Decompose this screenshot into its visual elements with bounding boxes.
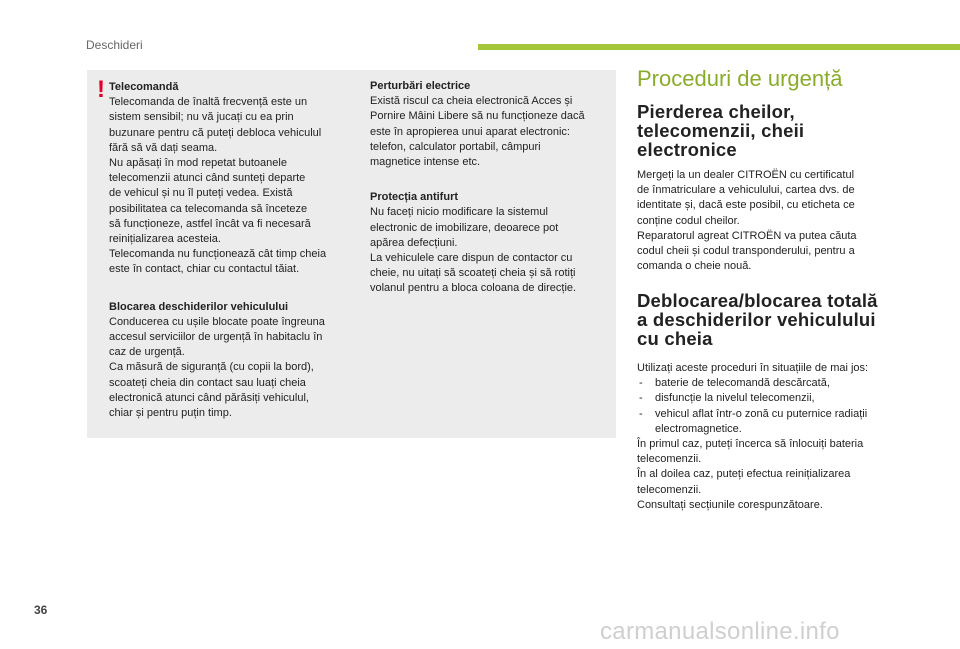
unlock-lock-text <box>637 361 907 513</box>
warning-section-interference <box>370 79 612 170</box>
section-heading: Blocarea deschiderilor vehiculului <box>109 300 289 313</box>
warning-column-right <box>370 79 612 313</box>
section-heading: Telecomandă <box>109 81 179 93</box>
section-title: Deschideri <box>86 38 143 52</box>
warning-section-remote <box>109 80 351 278</box>
exclamation-icon: ! <box>97 76 105 103</box>
lost-keys-text: Mergeți la un dealer CITROËN cu certificatul de înmatriculare a vehiculului, cartea dvs. de identitate și, dacă este posibil, cu eticheta ce conține codul cheilor. Reparatorul agreat CITROËN va putea căuta codul cheii și codul transponderului, pentru a comanda o cheie nouă. <box>637 169 857 273</box>
heading-lost-keys: Pierderea cheilor, telecomenzii, cheii electronice <box>637 101 805 160</box>
section-body: Telecomanda de înaltă frecvență este un sistem sensibil; nu vă jucați cu ea prin buzunare pentru că puteți debloca vehiculul fără să vă dați seama. Nu apăsați în mod repetat butoanele telecomenzii atunci când sunteți departe de vehicul și nu îl puteți vedea. Există posibilitatea ca telecomanda să înceteze să funcționeze, astfel încât va fi necesară reinițializarea acesteia. Telecomanda nu funcționează cât timp cheia este în contact, chiar cu contactul tăiat. <box>109 96 327 276</box>
list-item: - vehicul aflat într-o zonă cu puternice radiații electromagnetice. <box>637 407 907 437</box>
warning-section-antitheft <box>370 190 612 296</box>
procedure-after: În primul caz, puteți încerca să înlocuiți bateria telecomenzii. În al doilea caz, puteți efectua reinițializarea telecomenzii. Consultați secțiunile corespunzătoare. <box>637 438 864 511</box>
situation-list <box>637 376 907 437</box>
header-accent-bar <box>478 44 960 50</box>
section-heading: Protecția antifurt <box>370 191 459 204</box>
heading-unlock-lock: Deblocarea/blocarea totală a deschiderilor vehiculului cu cheia <box>637 290 878 349</box>
page-title: Proceduri de urgență <box>637 66 843 91</box>
page-number: 36 <box>34 603 48 617</box>
section-heading: Perturbări electrice <box>370 80 471 92</box>
section-body: Conducerea cu ușile blocate poate îngreuna accesul serviciilor de urgență în habitaclu în caz de urgență. Ca măsură de siguranță (cu copii la bord), scoateți cheia din contact sau luați cheia electronică atunci când părăsiți vehiculul, chiar și pentru puțin timp. <box>109 315 325 420</box>
list-item: - disfuncție la nivelul telecomenzii, <box>637 391 907 406</box>
warning-section-locking <box>109 300 351 422</box>
section-body: Nu faceți nicio modificare la sistemul electronic de imobilizare, deoarece pot apărea defecțiuni. La vehiculele care dispun de contactor cu cheie, nu uitați să scoateți cheia și să rotiți volanul pentru a bloca coloana de direcție. <box>370 206 577 295</box>
procedure-intro: Utilizați aceste proceduri în situațiile de mai jos: <box>637 362 869 374</box>
section-body: Există riscul ca cheia electronică Acces și Pornire Mâini Libere să nu funcționeze dacă este în apropierea unui aparat electronic: telefon, calculator portabil, câmpuri magnetice intense etc. <box>370 95 585 169</box>
warning-column-left <box>109 80 351 437</box>
list-item: - baterie de telecomandă descărcată, <box>637 376 907 391</box>
watermark: carmanualsonline.info <box>600 618 840 645</box>
